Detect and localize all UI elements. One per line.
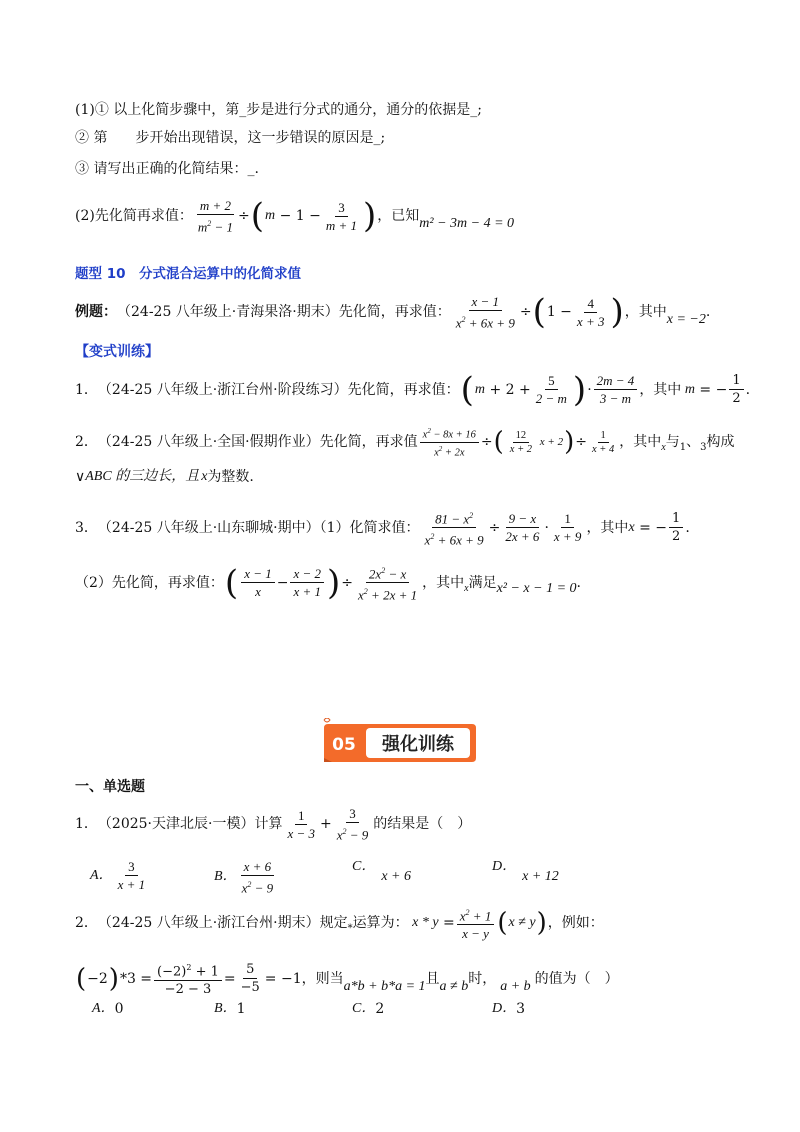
part1-item2: ② 第 步开始出现错误，这一步错误的原因是_; <box>75 130 386 146</box>
formula-fraction: $\frac{m + 2}{m^2 - 1}$ <box>197 198 234 235</box>
part1-item3: ③ 请写出正确的化简结果：_. <box>75 161 259 177</box>
variant-q2-line2: ∨ ABC 的三边长，且 x 为整数. <box>75 469 254 485</box>
formula-fraction: $\frac{4}{x + 3}$ <box>576 295 605 329</box>
single-q1-option-b[interactable]: B． $\frac{x + 6}{x^2 - 9}$ <box>214 859 274 896</box>
example: 例题： （24-25 八年级上·青海果洛·期末）先化简，再求值： $\frac{x - 1}{x^2 + 6x + 9}$ ÷ ( 1 − $\frac{4}{x + 3}$ ) ，其中 x = −2 . <box>75 292 711 333</box>
single-q2-option-c[interactable]: C． 2 <box>352 1001 385 1017</box>
variant-q3: 3． （24-25 八年级上·山东聊城·期中）（1）化简求值： $\frac{81 - x^2}{x^2 + 6x + 9}$ ÷ $\frac{9 - x}{2x + 6}$ · $\frac{1}{x + 9}$ ，其中 x = − $\frac{1}{2}$ . <box>75 507 690 549</box>
condition: m² − 3m − 4 = 0 <box>419 216 515 232</box>
variant-q2: 2． （24-25 八年级上·全国·假期作业）先化简，再求值 $\frac{x^2 - 8x + 16}{x^2 + 2x}$ ÷ ( $\frac{12}{x + 2}$ x + 2 ) ÷ $\frac{1}{x + 4}$ ，其中 x 与 1 、 3 构成 <box>75 427 735 458</box>
formula-fraction: $\frac{3}{m + 1}$ <box>325 199 358 233</box>
single-q2: 2． （24-25 八年级上·浙江台州·期末）规定 * 运算为： x * y = $\frac{x^2 + 1}{x - y}$ ( x ≠ y ) ，例如： <box>75 904 604 942</box>
part1-item1: (1)① 以上化简步骤中，第_步是进行分式的通分，通分的依据是_; <box>75 102 482 118</box>
variant-q3b: （2）先化简，再求值： ( $\frac{x - 1}{x}$ − $\frac{x - 2}{x + 1}$ ) ÷ $\frac{2x^2 - x}{x^2 + 2x + 1}$ ，其中 x 满足 x² − x − 1 = 0 . <box>75 562 581 603</box>
banner-title: 强化训练 <box>382 734 454 755</box>
single-q1: 1． （2025·天津北辰·一模）计算 $\frac{1}{x - 3}$ + $\frac{3}{x^2 - 9}$ 的结果是（ ） <box>75 806 472 843</box>
single-q2-option-b[interactable]: B． 1 <box>214 1001 246 1017</box>
variant-q1: 1． （24-25 八年级上·浙江台州·阶段练习）先化简，再求值： ( m + 2 + $\frac{5}{2 - m}$ ) · $\frac{2m - 4}{3 - m}$ ，其中 m = − $\frac{1}{2}$ . <box>75 369 751 410</box>
section-title: 题型 10 分式混合运算中的化简求值 <box>75 266 301 282</box>
banner-number: 05 <box>332 735 356 755</box>
part1-q2: (2)先化简再求值： $\frac{m + 2}{m^2 - 1}$ ÷ ( m − 1 − $\frac{3}{m + 1}$ ) ，已知 m² − 3m − 4 = 0 <box>75 196 515 237</box>
single-choice-header: 一、单选题 <box>75 779 145 795</box>
single-q2-line2: ( −2 ) *3 = $\frac{(-2)^2 + 1}{-2 - 3}$ = $\frac{5}{-5}$ = −1 ，则当 a*b + b*a = 1 且 a ≠ b 时， a + b 的值为（ ） <box>75 959 619 998</box>
formula-fraction: $\frac{x - 1}{x^2 + 6x + 9}$ <box>455 294 515 331</box>
single-q2-option-d[interactable]: D． 3 <box>492 1001 526 1017</box>
single-q1-option-c[interactable]: C． x + 6 <box>352 859 412 884</box>
single-q2-option-a[interactable]: A． 0 <box>92 1001 124 1017</box>
single-q1-option-a[interactable]: A． $\frac{3}{x + 1}$ <box>90 859 146 892</box>
variant-header: 【变式训练】 <box>75 344 159 360</box>
section-banner <box>322 718 478 764</box>
single-q1-option-d[interactable]: D． x + 12 <box>492 859 559 884</box>
